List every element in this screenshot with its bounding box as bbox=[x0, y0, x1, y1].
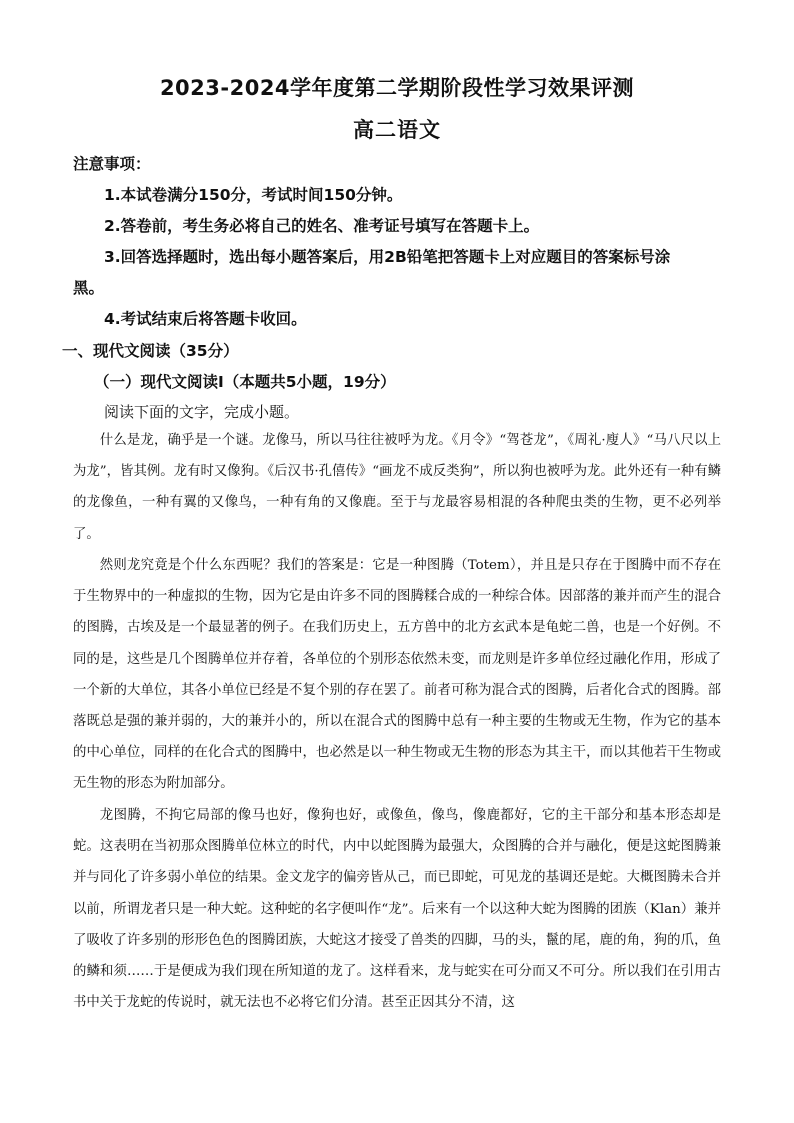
exam-title: 2023-2024学年度第二学期阶段性学习效果评测 bbox=[159, 76, 635, 100]
notice-item: 2.答卷前，考生务必将自己的姓名、准考证号填写在答题卡上。 bbox=[104, 217, 540, 235]
reading-instruction: 阅读下面的文字，完成小题。 bbox=[104, 403, 300, 421]
notice-item: 4.考试结束后将答题卡收回。 bbox=[104, 310, 307, 328]
notice-item: 3.回答选择题时，选出每小题答案后，用2B铅笔把答题卡上对应题目的答案标号涂 bbox=[104, 248, 671, 266]
notice-heading: 注意事项： bbox=[73, 155, 151, 173]
subject-title: 高二语文 bbox=[353, 118, 441, 142]
section-heading: 一、现代文阅读（35分） bbox=[62, 342, 239, 360]
subsection-heading: （一）现代文阅读Ⅰ（本题共5小题，19分） bbox=[94, 373, 396, 391]
notice-item-continued: 黑。 bbox=[73, 279, 105, 297]
passage-paragraph-1: 什么是龙，确乎是一个谜。龙像马，所以马往往被呼为龙。《月令》“驾苍龙”，《周礼·廋人》“马八尺以上为龙”，皆其例。龙有时又像狗。《后汉书·孔僖传》“画龙不成反类狗”，所以狗也被呼为龙。此外还有一种有鳞的龙像鱼，一种有翼的又像鸟，一种有角的又像鹿。至于与龙最容易相混的各种爬虫类的生物，更不必列举了。 bbox=[73, 433, 721, 542]
passage-paragraph-3: 龙图腾，不拘它局部的像马也好，像狗也好，或像鱼，像鸟，像鹿都好，它的主干部分和基本形态却是蛇。这表明在当初那众图腾单位林立的时代，内中以蛇图腾为最强大，众图腾的合并与融化，便是这蛇图腾兼并与同化了许多弱小单位的结果。金文龙字的偏旁皆从己，而已即蛇，可见龙的基调还是蛇。大概图腾未合并以前，所谓龙者只是一种大蛇。这种蛇的名字便叫作“龙”。后来有一个以这种大蛇为图腾的团族（Klan）兼并了吸收了许多别的形形色色的图腾团族，大蛇这才接受了兽类的四脚，马的头，鬣的尾，鹿的角，狗的爪，鱼的鳞和须……于是便成为我们现在所知道的龙了。这样看来，龙与蛇实在可分而又不可分。所以我们在引用古书中关于龙蛇的传说时，就无法也不必将它们分清。甚至正因其分不清，这 bbox=[73, 808, 721, 1011]
notice-item: 1.本试卷满分150分，考试时间150分钟。 bbox=[104, 186, 403, 204]
passage-paragraph-2: 然则龙究竟是个什么东西呢？我们的答案是：它是一种图腾（Totem），并且是只存在于图腾中而不存在于生物界中的一种虚拟的生物，因为它是由许多不同的图腾糅合成的一种综合体。因部落的兼并而产生的混合的图腾，古埃及是一个最显著的例子。在我们历史上，五方兽中的北方玄武本是龟蛇二兽，也是一个好例。不同的是，这些是几个图腾单位并存着，各单位的个别形态依然未变，而龙则是许多单位经过融化作用，形成了一个新的大单位，其各小单位已经是不复个别的存在罢了。前者可称为混合式的图腾，后者化合式的图腾。部落既总是强的兼并弱的，大的兼并小的，所以在混合式的图腾中总有一种主要的生物或无生物，作为它的基本的中心单位，同样的在化合式的图腾中，也必然是以一种生物或无生物的形态为其主干，而以其他若干生物或无生物的形态为附加部分。 bbox=[73, 558, 721, 792]
